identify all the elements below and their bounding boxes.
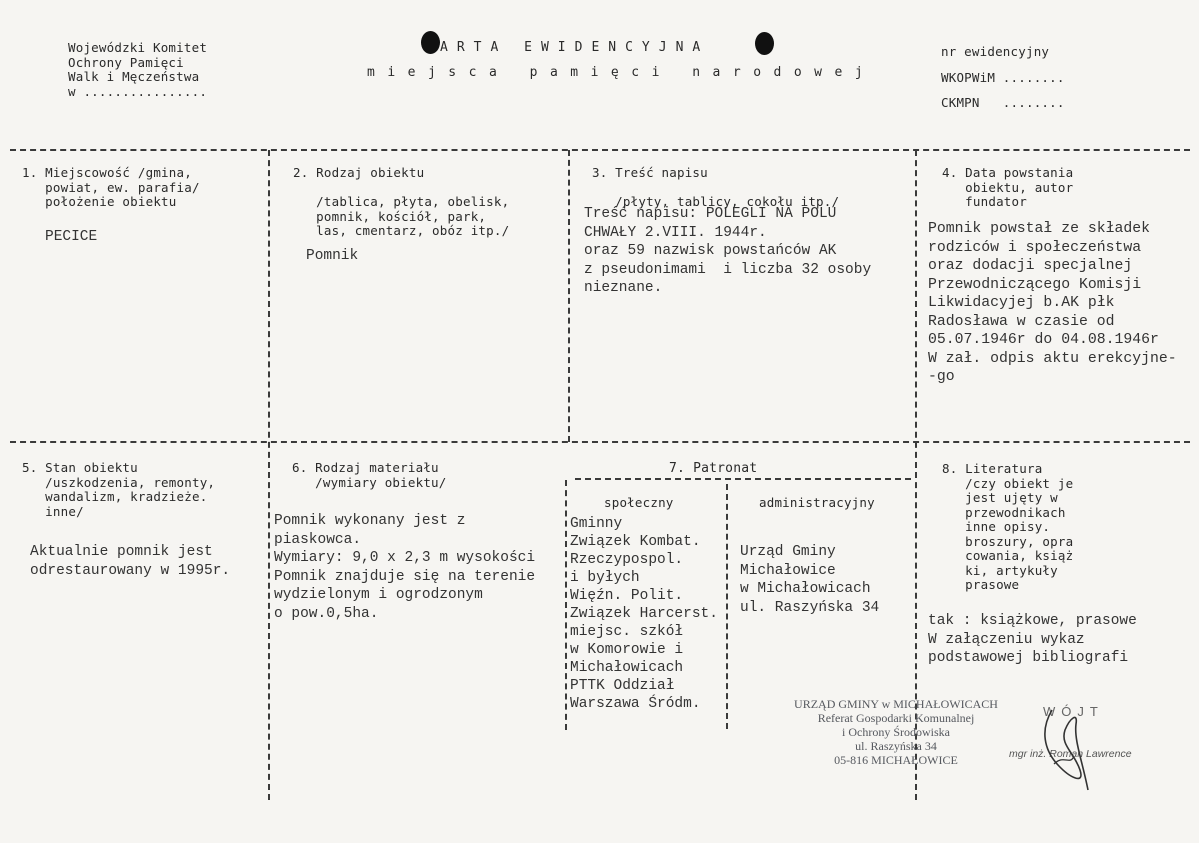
patronat-social-value bbox=[570, 515, 718, 713]
cell-6-value-line: wydzielonym i ogrodzonym bbox=[274, 587, 483, 603]
cell-1-value bbox=[45, 228, 97, 247]
cell-2-value bbox=[306, 247, 358, 266]
cell-1-heading-line: powiat, ew. parafia/ bbox=[22, 179, 200, 195]
cell-4-value bbox=[928, 220, 1177, 387]
registry-wkopwim: WKOPWiM ........ bbox=[941, 70, 1065, 85]
patronat-divider bbox=[726, 484, 728, 729]
committee-header-line: Wojewódzki Komitet bbox=[68, 40, 208, 55]
grid-line-top bbox=[10, 149, 1190, 151]
cell-2-heading-line: las, cmentarz, obóz itp./ bbox=[293, 223, 510, 238]
document-subtitle: miejsca pamięci narodowej bbox=[367, 65, 876, 80]
cell-1-value-line: PECICE bbox=[45, 229, 98, 245]
cell-3-heading-line: /płyty, tablicy, cokołu itp./ bbox=[592, 194, 840, 209]
committee-header-line: w ................ bbox=[68, 83, 208, 99]
official-stamp-line: Referat Gospodarki Komunalnej bbox=[817, 711, 975, 725]
patronat-admin-value-line: Urząd Gminy bbox=[740, 544, 836, 560]
patronat-admin-value-line: w Michałowicach bbox=[740, 581, 871, 597]
patronat-social-value-line: Michałowicach bbox=[570, 660, 684, 676]
grid-line-col2-bottom bbox=[565, 480, 567, 730]
official-stamp-line: URZĄD GMINY w MICHAŁOWICACH bbox=[794, 697, 998, 711]
cell-5-heading-line: /uszkodzenia, remonty, bbox=[22, 474, 216, 490]
patronat-social-value-line: miejsc. szkół bbox=[570, 624, 684, 640]
cell-8-heading-line: prasowe bbox=[942, 577, 1020, 592]
cell-4-value-line: Przewodniczącego Komisji bbox=[928, 276, 1142, 293]
cell-4-value-line: 05.07.1946r do 04.08.1946r bbox=[928, 332, 1159, 348]
handwritten-signature bbox=[1030, 690, 1100, 800]
patronat-social-value-line: Rzeczypospol. bbox=[570, 552, 684, 568]
cell-8-value-line: tak : książkowe, prasowe bbox=[928, 613, 1137, 629]
cell-4-value-line: Radosława w czasie od bbox=[928, 313, 1115, 330]
cell-2-heading-line: pomnik, kościół, park, bbox=[293, 208, 487, 224]
cell-4-heading-line: 4. Data powstania bbox=[942, 165, 1074, 180]
cell-4-heading-line: fundator bbox=[942, 194, 1027, 209]
grid-line-middle bbox=[10, 441, 1190, 443]
cell-8-value-line: podstawowej bibliografi bbox=[928, 650, 1129, 666]
registry-number-label: nr ewidencyjny bbox=[941, 44, 1050, 59]
official-stamp-line: ul. Raszyńska 34 bbox=[855, 739, 937, 753]
cell-8-heading-line: 8. Literatura bbox=[942, 461, 1043, 476]
cell-3-heading bbox=[592, 166, 839, 210]
patronat-admin-value-line: ul. Raszyńska 34 bbox=[740, 599, 880, 616]
ink-blot-left bbox=[421, 31, 440, 54]
cell-5-heading bbox=[22, 461, 215, 519]
cell-4-value-line: oraz dodacji specjalnej bbox=[928, 258, 1133, 274]
cell-8-value bbox=[928, 612, 1137, 668]
patronat-social-value-line: Więźn. Polit. bbox=[570, 588, 684, 604]
cell-3-heading-line: 3. Treść napisu bbox=[592, 165, 708, 180]
registry-ckmpn: CKMPN ........ bbox=[941, 95, 1065, 110]
cell-1-heading-line: 1. Miejscowość /gmina, bbox=[22, 165, 192, 180]
patronat-social-label: społeczny bbox=[604, 495, 674, 510]
cell-4-value-line: -go bbox=[928, 369, 955, 385]
patronat-social-value-line: w Komorowie i bbox=[570, 642, 684, 658]
grid-line-col1 bbox=[268, 150, 270, 800]
patronat-social-value-line: PTTK Oddział bbox=[570, 678, 675, 694]
patronat-social-value-line: Związek Kombat. bbox=[570, 534, 701, 550]
cell-8-heading-line: jest ujęty w bbox=[942, 490, 1058, 505]
cell-8-heading-line: cowania, książ bbox=[942, 548, 1074, 563]
cell-5-heading-line: 5. Stan obiektu bbox=[22, 460, 138, 475]
cell-4-heading bbox=[942, 166, 1073, 210]
cell-2-heading-line bbox=[293, 181, 509, 196]
ink-blot-right bbox=[755, 32, 774, 55]
cell-6-value-line: Pomnik znajduje się na terenie bbox=[274, 568, 536, 585]
cell-6-value bbox=[274, 512, 535, 623]
committee-header bbox=[68, 41, 207, 99]
cell-3-value-line: CHWAŁY 2.VIII. 1944r. bbox=[584, 224, 767, 241]
grid-line-col2-top bbox=[568, 150, 570, 442]
cell-6-heading bbox=[292, 461, 447, 490]
patronat-admin-label: administracyjny bbox=[759, 495, 875, 510]
patronat-social-value-line: i byłych bbox=[570, 570, 640, 586]
official-stamp-line: i Ochrony Środowiska bbox=[842, 725, 950, 739]
patronat-admin-value-line: Michałowice bbox=[740, 562, 836, 579]
cell-8-heading-line: /czy obiekt je bbox=[942, 475, 1074, 491]
cell-4-value-line: rodziców i społeczeństwa bbox=[928, 239, 1142, 256]
cell-4-value-line: Pomnik powstał ze składek bbox=[928, 221, 1150, 237]
cell-3-value-line: nieznane. bbox=[584, 280, 663, 296]
signatory-name: mgr inż. Roman Lawrence bbox=[1009, 748, 1132, 760]
cell-3-value bbox=[584, 205, 871, 298]
official-stamp bbox=[776, 697, 1016, 767]
document-title: ARTA EWIDENCYJNA bbox=[440, 40, 710, 55]
cell-1-heading bbox=[22, 166, 200, 210]
cell-6-heading-line: 6. Rodzaj materiału bbox=[292, 460, 439, 475]
cell-8-heading-line: inne opisy. bbox=[942, 519, 1051, 534]
cell-8-heading bbox=[942, 462, 1073, 593]
cell-7-heading: 7. Patronat bbox=[669, 461, 758, 476]
cell-5-heading-line: wandalizm, kradzieże. bbox=[22, 489, 208, 504]
cell-3-value-line: Treść napisu: POLEGLI NA POLU bbox=[584, 206, 837, 222]
cell-6-value-line: Wymiary: 9,0 x 2,3 m wysokości bbox=[274, 550, 536, 566]
patronat-admin-value bbox=[740, 543, 879, 617]
cell-5-value-line: odrestaurowany w 1995r. bbox=[30, 562, 231, 579]
cell-5-value bbox=[30, 543, 230, 580]
cell-4-value-line: Likwidacyjej b.AK płk bbox=[928, 295, 1115, 311]
cell-2-value-line: Pomnik bbox=[306, 248, 359, 264]
signature-title: WÓJT bbox=[1043, 704, 1104, 719]
cell-2-heading-line: /tablica, płyta, obelisk, bbox=[293, 194, 510, 209]
cell-3-value-line: z pseudonimami i liczba 32 osoby bbox=[584, 261, 872, 278]
cell-6-value-line: Pomnik wykonany jest z bbox=[274, 513, 466, 529]
cell-5-heading-line: inne/ bbox=[22, 503, 84, 519]
cell-6-value-line: o pow.0,5ha. bbox=[274, 605, 379, 622]
cell-3-value-line: oraz 59 nazwisk powstańców AK bbox=[584, 243, 837, 259]
cell-6-value-line: piaskowca. bbox=[274, 531, 362, 548]
cell-2-heading bbox=[293, 166, 509, 239]
cell-2-heading-line: 2. Rodzaj obiektu bbox=[293, 165, 425, 180]
official-stamp-line: 05-816 MICHAŁOWICE bbox=[834, 753, 958, 767]
patronat-line bbox=[575, 478, 911, 480]
patronat-social-value-line: Gminny bbox=[570, 516, 623, 532]
committee-header-line: Walk i Męczeństwa bbox=[68, 69, 200, 84]
cell-1-heading-line: położenie obiektu bbox=[22, 194, 177, 209]
cell-5-value-line: Aktualnie pomnik jest bbox=[30, 544, 213, 560]
patronat-social-value-line: Związek Harcerst. bbox=[570, 606, 718, 622]
patronat-social-value-line: Warszawa Śródm. bbox=[570, 696, 701, 712]
cell-4-value-line: W zał. odpis aktu erekcyjne- bbox=[928, 350, 1177, 367]
cell-8-value-line: W załączeniu wykaz bbox=[928, 631, 1085, 648]
cell-8-heading-line: broszury, opra bbox=[942, 533, 1074, 549]
committee-header-line: Ochrony Pamięci bbox=[68, 54, 184, 70]
cell-8-heading-line: przewodnikach bbox=[942, 504, 1066, 520]
cell-6-heading-line: /wymiary obiektu/ bbox=[292, 474, 447, 490]
cell-4-heading-line: obiektu, autor bbox=[942, 179, 1074, 195]
cell-3-heading-line bbox=[592, 181, 839, 196]
cell-8-heading-line: ki, artykuły bbox=[942, 562, 1058, 578]
